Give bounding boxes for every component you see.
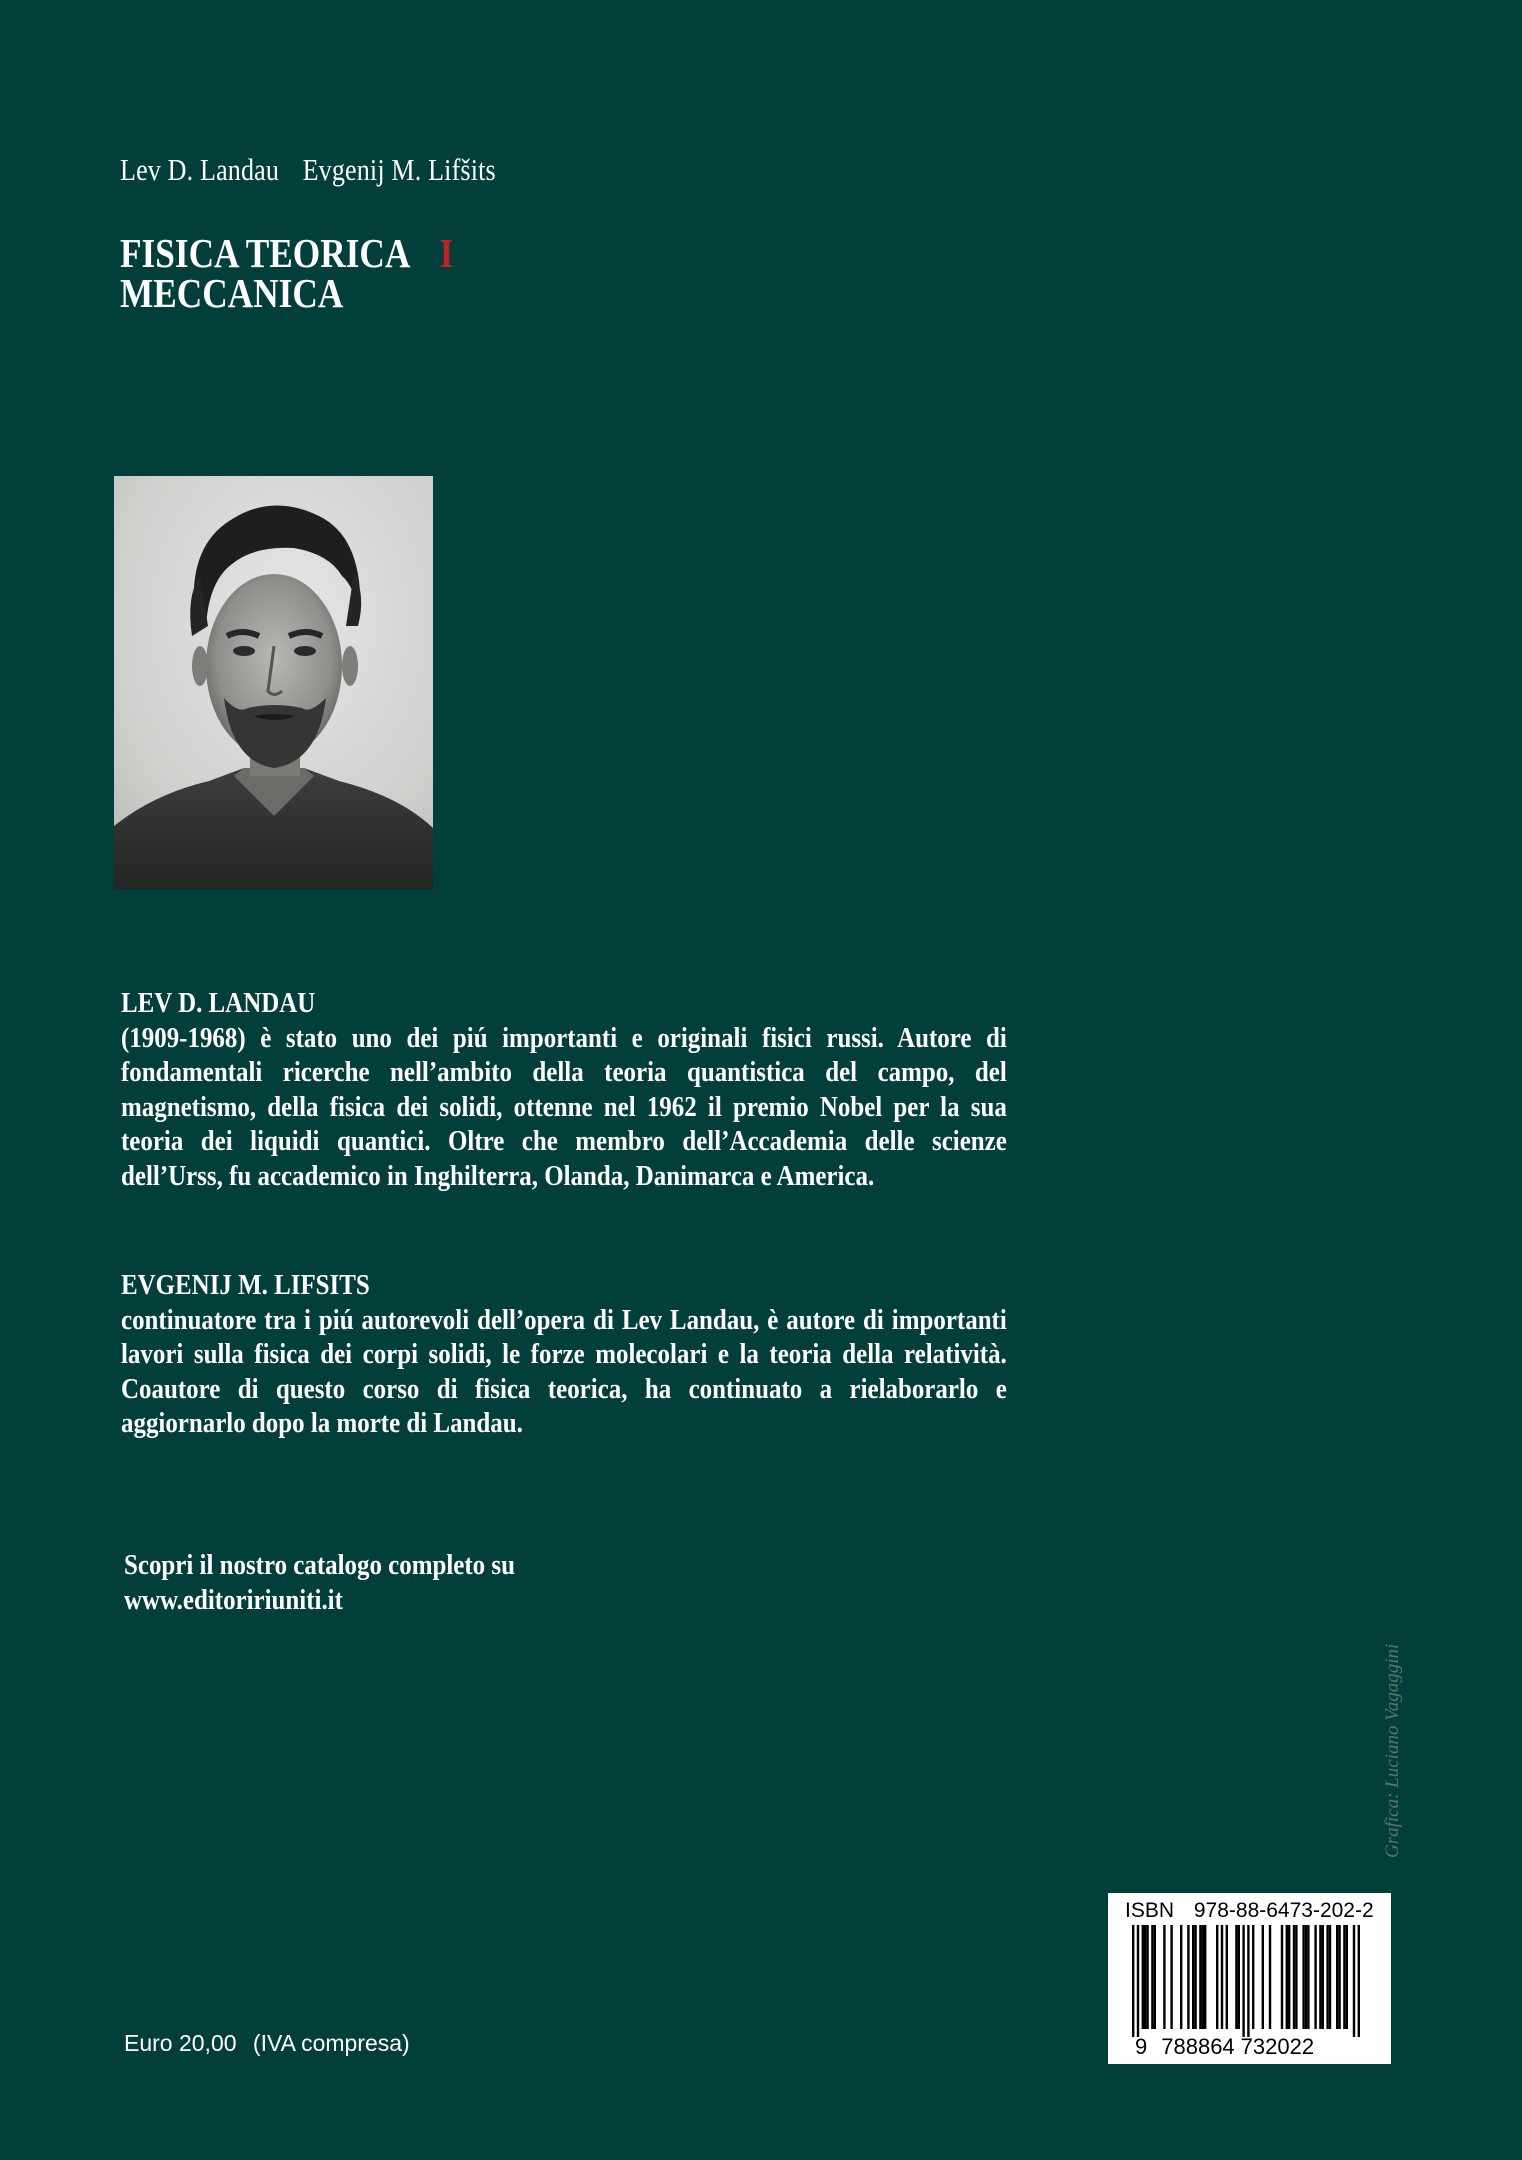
barcode-bar bbox=[1252, 1925, 1254, 2029]
catalog-note bbox=[124, 1548, 515, 1618]
barcode-bar bbox=[1187, 1925, 1189, 2029]
book-title bbox=[120, 230, 454, 316]
barcode-bar bbox=[1322, 1925, 1324, 2029]
ean-group-right: 732022 bbox=[1240, 2034, 1315, 2059]
barcode-bar bbox=[1247, 1925, 1249, 2037]
barcode-bar bbox=[1146, 1925, 1148, 2029]
barcode-bars bbox=[1108, 1925, 1391, 2037]
catalog-url: www.editoririuniti.it bbox=[124, 1584, 343, 1616]
barcode-bar bbox=[1358, 1925, 1360, 2037]
barcode-bar bbox=[1353, 1925, 1355, 2037]
barcode-bar bbox=[1319, 1925, 1321, 2029]
barcode-bar bbox=[1338, 1925, 1340, 2029]
barcode-bar bbox=[1293, 1925, 1295, 2029]
portrait-photo bbox=[114, 476, 433, 889]
volume-number: I bbox=[439, 230, 454, 276]
barcode-bar bbox=[1199, 1925, 1201, 2029]
barcode-bar bbox=[1226, 1925, 1228, 2029]
barcode-bar bbox=[1192, 1925, 1194, 2029]
barcode-bar bbox=[1235, 1925, 1237, 2029]
volume-title: MECCANICA bbox=[120, 270, 344, 316]
barcode-bar bbox=[1302, 1925, 1304, 2029]
bio-landau bbox=[121, 986, 1007, 1193]
barcode-bar bbox=[1163, 1925, 1165, 2029]
barcode-bar bbox=[1132, 1925, 1134, 2037]
barcode-bar bbox=[1314, 1925, 1316, 2029]
barcode-bar bbox=[1142, 1925, 1144, 2029]
barcode-bar bbox=[1329, 1925, 1331, 2029]
barcode-bar bbox=[1137, 1925, 1139, 2037]
barcode-bar bbox=[1346, 1925, 1348, 2029]
ean-digits bbox=[1135, 2034, 1314, 2060]
barcode-bar bbox=[1281, 1925, 1283, 2029]
ean-lead-digit: 9 bbox=[1135, 2034, 1148, 2059]
barcode-bar bbox=[1204, 1925, 1206, 2029]
barcode-bar bbox=[1238, 1925, 1240, 2029]
bio-lifsits-text: continuatore tra i piú autorevoli dell’opera di Lev Landau, è autore di importanti lavori sulla fisica dei corpi solidi, le forze molecolari e la teoria della relatività. Coautore di questo corso di fisica teorica, ha continuato a rielaborarlo e aggiornarlo dopo la morte di Landau. bbox=[121, 1303, 1007, 1439]
barcode-bar bbox=[1221, 1925, 1223, 2029]
price-vat-note: (IVA compresa) bbox=[252, 2030, 410, 2056]
bio-lifsits bbox=[121, 1268, 1007, 1441]
barcode-bar bbox=[1295, 1925, 1297, 2029]
barcode-bar bbox=[1262, 1925, 1264, 2029]
catalog-text: Scopri il nostro catalogo completo su bbox=[124, 1549, 515, 1581]
barcode-bar bbox=[1286, 1925, 1288, 2029]
barcode-bar bbox=[1202, 1925, 1204, 2029]
barcode-bar bbox=[1170, 1925, 1172, 2029]
isbn-barcode bbox=[1108, 1893, 1391, 2064]
barcode-bar bbox=[1343, 1925, 1345, 2029]
barcode-bar bbox=[1194, 1925, 1196, 2029]
barcode-bar bbox=[1326, 1925, 1328, 2029]
bio-lifsits-heading: EVGENIJ M. LIFSITS bbox=[121, 1269, 370, 1301]
barcode-bar bbox=[1336, 1925, 1338, 2029]
barcode-bar bbox=[1180, 1925, 1182, 2029]
bio-landau-text: (1909-1968) è stato uno dei piú importanti e originali fisici russi. Autore di fondamentali ricerche nell’ambito della teoria quantistica del campo, del magnetismo, della fisica dei solidi, ottenne nel 1962 il premio Nobel per la sua teoria dei liquidi quantici. Oltre che membro dell’Accademia delle scienze dell’Urss, fu accademico in Inghilterra, Olanda, Danimarca e America. bbox=[121, 1021, 1007, 1192]
author-lifsits: Evgenij M. Lifšits bbox=[302, 152, 496, 187]
bio-landau-heading: LEV D. LANDAU bbox=[121, 987, 316, 1019]
price-line bbox=[124, 2030, 410, 2057]
price-amount: Euro 20,00 bbox=[124, 2030, 237, 2056]
authors-line bbox=[120, 152, 496, 188]
isbn-number: 978-88-6473-202-2 bbox=[1193, 1899, 1374, 1922]
barcode-bar bbox=[1151, 1925, 1153, 2029]
barcode-bar bbox=[1288, 1925, 1290, 2029]
barcode-bar bbox=[1307, 1925, 1309, 2029]
barcode-bar bbox=[1144, 1925, 1146, 2029]
isbn-line bbox=[1125, 1899, 1374, 1923]
barcode-bar bbox=[1242, 1925, 1244, 2037]
ean-group-left: 788864 bbox=[1161, 2034, 1235, 2059]
barcode-bar bbox=[1305, 1925, 1307, 2029]
isbn-label: ISBN bbox=[1125, 1899, 1175, 1922]
author-landau: Lev D. Landau bbox=[120, 152, 280, 187]
barcode-bar bbox=[1216, 1925, 1218, 2029]
barcode-bar bbox=[1269, 1925, 1271, 2029]
barcode-bar bbox=[1154, 1925, 1156, 2029]
series-title: FISICA TEORICA bbox=[120, 230, 411, 276]
graphics-credit-text: Grafica: Luciano Vagaggini bbox=[1382, 1643, 1403, 1858]
